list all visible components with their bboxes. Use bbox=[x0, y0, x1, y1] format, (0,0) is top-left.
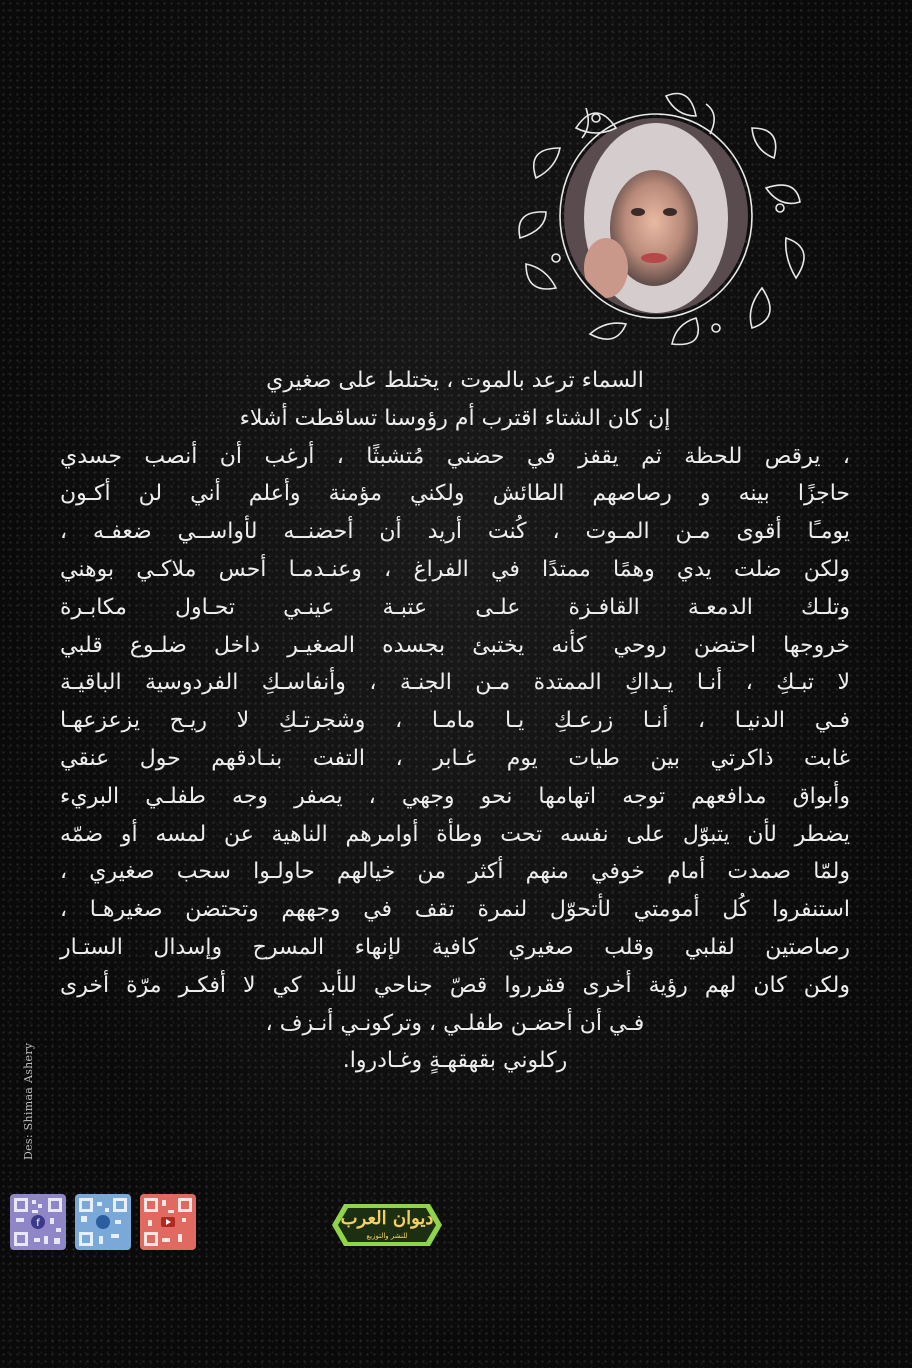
qr-code-youtube[interactable] bbox=[140, 1194, 196, 1250]
poem-line: ولمّا صمدت أمام خوفي منهم أكثر من خيالهم حاولـوا سحب صغيري ، bbox=[60, 859, 850, 885]
qr-code-messenger[interactable] bbox=[75, 1194, 131, 1250]
designer-credit: Des: Shimaa Ashery bbox=[22, 1042, 35, 1160]
poem-body bbox=[60, 362, 850, 1080]
poem-line: لا تبـكِ ، أنـا يـداكِ الممتدة مـن الجنـة ، وأنفاسـكِ الفردوسية الباقيـة bbox=[60, 670, 850, 696]
youtube-icon bbox=[140, 1194, 196, 1250]
qr-code-facebook[interactable] bbox=[10, 1194, 66, 1250]
poem-line: استنفروا كُل أمومتي لأتحوّل لنمرة تقف في وجههم وتحتضن صغيرهـا ، bbox=[60, 897, 850, 923]
poem-line: فـي الدنيـا ، أنـا زرعـكِ يـا مامـا ، وشجرتـكِ لا ريـح يزعزعهـا bbox=[60, 708, 850, 734]
poem-line: رصاصتين لقلبي وقلب صغيري كافية لإنهاء المسرح وإسدال الستـار bbox=[60, 934, 850, 960]
poem-line: إن كان الشتاء اقترب أم رؤوسنا تساقطت أشلاء bbox=[239, 405, 671, 431]
poem-line: فـي أن أحضـن طفلـي ، وتركونـي أنـزف ، bbox=[265, 1010, 645, 1036]
poem-line: ولكن كان لهم رؤية أخرى فقرروا قصّ جناحي للأبد كي لا أفكـر مرّة أخرى bbox=[60, 972, 850, 998]
poem-line: ، يرقص للحظة ثم يقفز في حضني مُتشبثًا ، أرغب أن أنصب جسدي bbox=[60, 443, 850, 469]
poem-line: يضطر لأن يتبوّل على نفسه تحت وطأة أوامرهم الناهية عن لمسه أو ضمّه bbox=[60, 821, 850, 847]
poem-line: ولكن ضلت يدي وهمًا ممتدًا في الفراغ ، وعنـدمـا أحس ملاكـي بوهني bbox=[60, 556, 850, 582]
publisher-logo bbox=[330, 1196, 444, 1254]
poem-line: حاجزًا بينه و رصاصهم الطائش ولكني مؤمنة وأعلم أني لن أكـون bbox=[60, 481, 850, 507]
poem-line: خروجها احتضن روحي كأنه يختبئ بجسده الصغيـر داخل ضلـوع قلبي bbox=[60, 632, 850, 658]
poem-line: وتلـك الدمعـة القافـزة علـى عتبـة عينـي تحـاول مكابـرة bbox=[60, 594, 850, 620]
poem-line: غابت ذاكرتي بين طيات يوم غـابر ، التفت بنـادقهم حول عنقي bbox=[60, 745, 850, 771]
messenger-icon bbox=[75, 1194, 131, 1250]
portrait-wreath bbox=[516, 88, 820, 348]
poem-line: السماء ترعد بالموت ، يختلط على صغيري bbox=[266, 368, 644, 393]
svg-text:f: f bbox=[36, 1218, 40, 1229]
poem-line: يومـًا أقوى مـن المـوت ، كُنت أريد أن أحضنــه لأواســي ضعفـه ، bbox=[60, 519, 850, 545]
poem-line: وأبواق مدافعهم توجه اتهامها نحو وجهي ، يصفر وجه طفلـي البريء bbox=[60, 783, 850, 809]
author-portrait bbox=[516, 88, 820, 348]
publisher-subtitle: للنشر والتوزيع bbox=[366, 1232, 408, 1240]
poem-line: ركلوني بقهقهـةٍ وغـادروا. bbox=[342, 1048, 568, 1074]
publisher-name: ديوان العرب bbox=[340, 1208, 434, 1229]
facebook-icon bbox=[10, 1194, 66, 1250]
